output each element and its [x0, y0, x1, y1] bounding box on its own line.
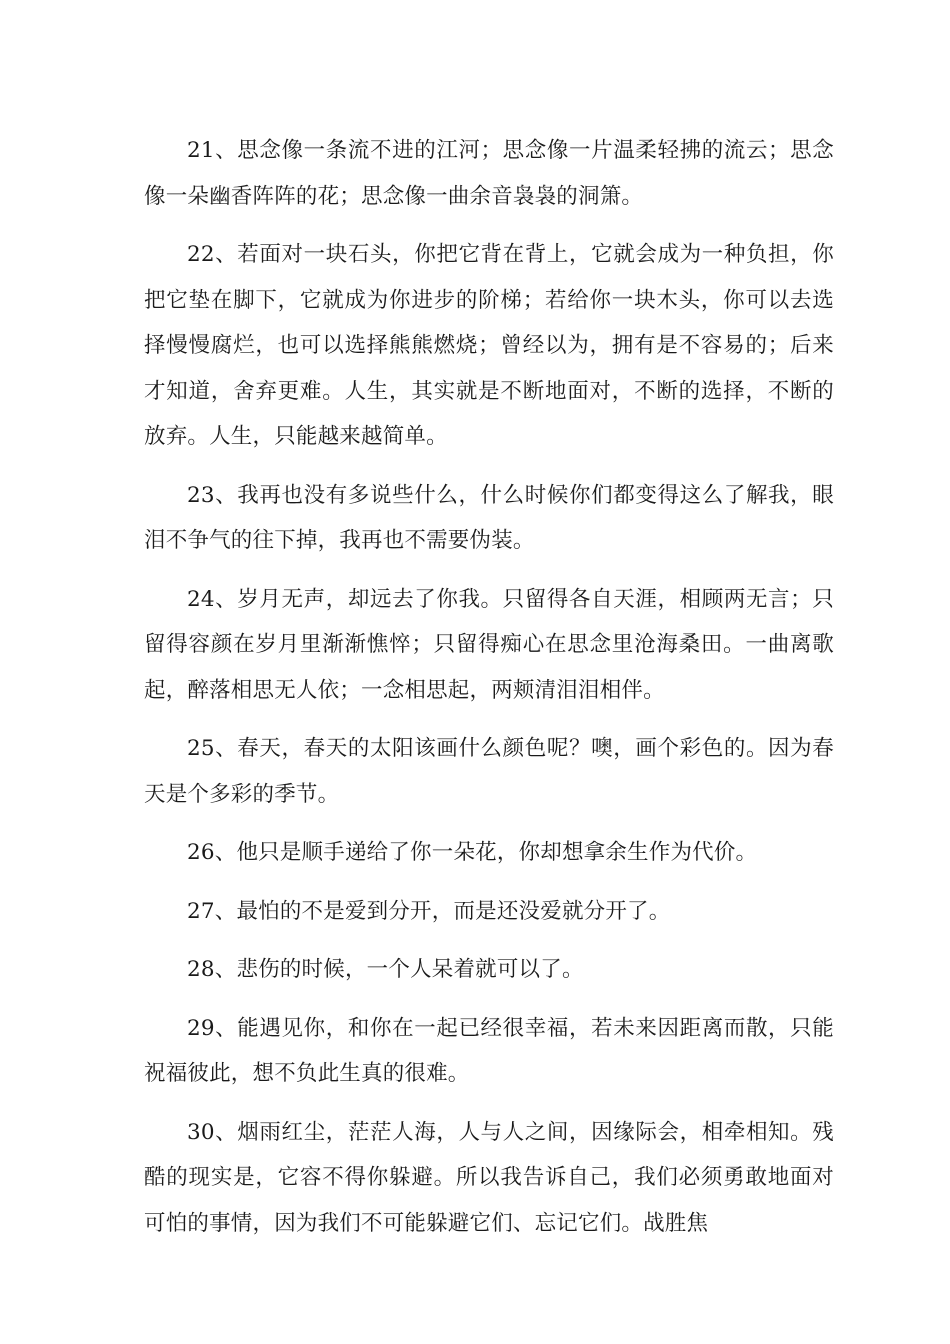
- paragraph-29: 29、能遇见你，和你在一起已经很幸福，若未来因距离而散，只能祝福彼此，想不负此生真的很难。: [144, 1015, 834, 1086]
- paragraph-27: 27、最怕的不是爱到分开，而是还没爱就分开了。: [187, 898, 671, 924]
- paragraph-23: 23、我再也没有多说些什么，什么时候你们都变得这么了解我，眼泪不争气的往下掉，我再也不需要伪装。: [144, 482, 834, 553]
- paragraph-24: 24、岁月无声，却远去了你我。只留得各自天涯，相顾两无言；只留得容颜在岁月里渐渐憔悴；只留得痴心在思念里沧海桑田。一曲离歌起，醉落相思无人依；一念相思起，两颊清泪泪相伴。: [144, 586, 834, 703]
- document-body: [144, 128, 834, 1259]
- paragraph-30: 30、烟雨红尘，茫茫人海，人与人之间，因缘际会，相牵相知。残酷的现实是，它容不得你躲避。所以我告诉自己，我们必须勇敢地面对可怕的事情，因为我们不可能躲避它们、忘记它们。战胜焦: [144, 1119, 834, 1236]
- paragraph-21: 21、思念像一条流不进的江河；思念像一片温柔轻拂的流云；思念像一朵幽香阵阵的花；思念像一曲余音袅袅的洞箫。: [144, 138, 834, 209]
- paragraph-22: 22、若面对一块石头，你把它背在背上，它就会成为一种负担，你把它垫在脚下，它就成为你进步的阶梯；若给你一块木头，你可以去选择慢慢腐烂，也可以选择熊熊燃烧；曾经以为，拥有是不容易的；后来才知道，舍弃更难。人生，其实就是不断地面对，不断的选择，不断的放弃。人生，只能越来越简单。: [144, 242, 834, 449]
- paragraph-28: 28、悲伤的时候，一个人呆着就可以了。: [187, 957, 584, 982]
- paragraph-25: 25、春天，春天的太阳该画什么颜色呢？噢，画个彩色的。因为春天是个多彩的季节。: [144, 736, 834, 807]
- paragraph-26: 26、他只是顺手递给了你一朵花，你却想拿余生作为代价。: [187, 840, 758, 865]
